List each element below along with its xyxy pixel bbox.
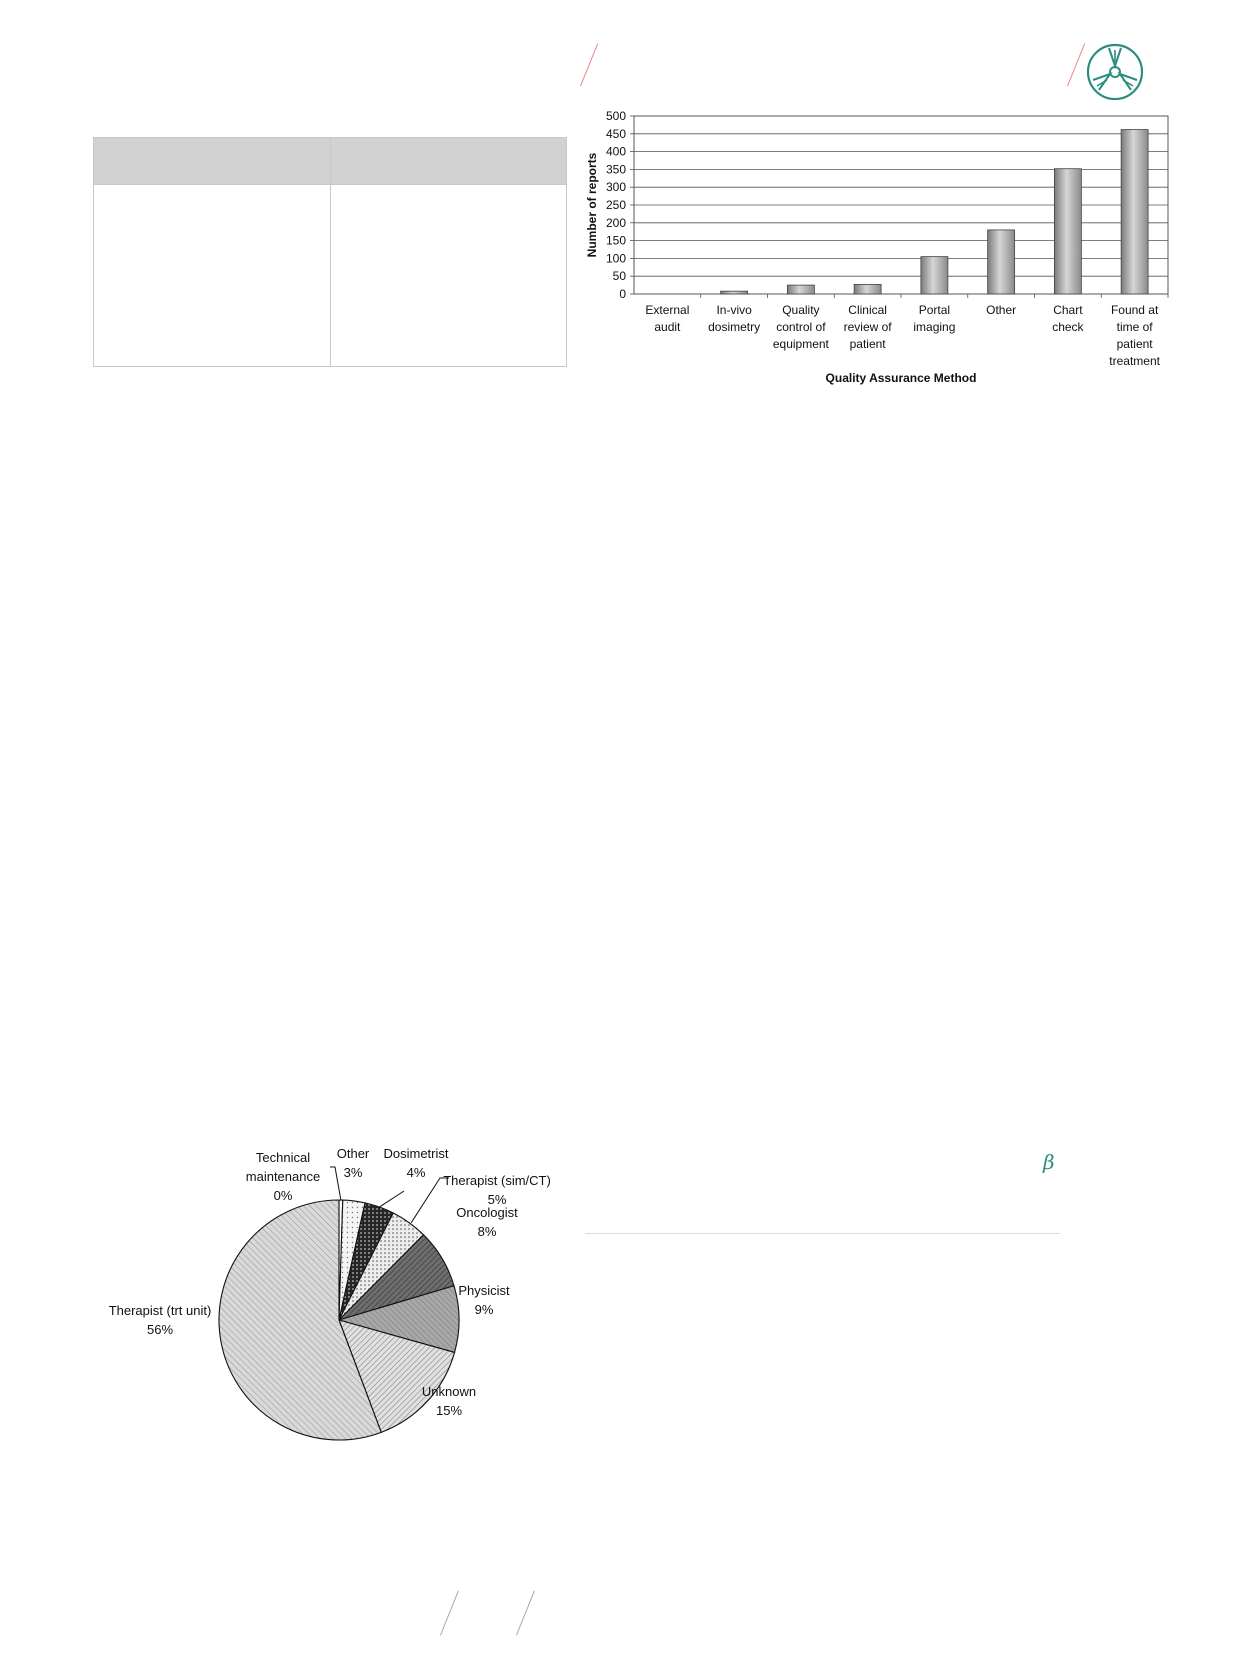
y-tick-label: 50 bbox=[612, 269, 626, 284]
pie-leader-line bbox=[330, 1167, 341, 1200]
x-tick-label: Other bbox=[986, 303, 1017, 317]
table-header-cell-1 bbox=[94, 138, 331, 185]
bar bbox=[854, 284, 881, 294]
y-axis-title: Number of reports bbox=[585, 152, 599, 258]
y-tick-label: 500 bbox=[605, 109, 626, 123]
accent-slash-top-right bbox=[1067, 43, 1085, 86]
bar bbox=[721, 291, 748, 294]
pie-pct-label: 9% bbox=[474, 1302, 494, 1317]
pie-label: Therapist (sim/CT) bbox=[443, 1173, 551, 1188]
x-tick-label: Found at bbox=[1110, 303, 1159, 317]
y-tick-label: 300 bbox=[605, 180, 626, 195]
reporter-pie-chart bbox=[95, 1146, 565, 1515]
x-axis-title: Quality Assurance Method bbox=[825, 371, 977, 385]
empty-table bbox=[93, 137, 567, 367]
accent-slash-top-center bbox=[580, 43, 598, 86]
pie-leader-line bbox=[379, 1191, 404, 1207]
x-tick-label: equipment bbox=[772, 337, 829, 351]
x-tick-label: Chart bbox=[1053, 303, 1083, 317]
x-tick-label: patient bbox=[849, 337, 886, 351]
x-tick-label: Quality bbox=[782, 303, 820, 317]
x-tick-label: treatment bbox=[1109, 354, 1160, 368]
pie-pct-label: 4% bbox=[406, 1165, 426, 1180]
pie-label: maintenance bbox=[245, 1169, 321, 1184]
pie-label: Other bbox=[336, 1146, 370, 1161]
y-tick-label: 200 bbox=[605, 215, 626, 230]
section-divider bbox=[585, 1233, 1060, 1234]
pie-pct-label: 0% bbox=[273, 1188, 293, 1203]
x-tick-label: External bbox=[645, 303, 690, 317]
table-body-cell-2 bbox=[330, 185, 567, 367]
qa-method-bar-chart bbox=[580, 108, 1180, 390]
page-slash-bottom-left bbox=[440, 1590, 459, 1635]
y-tick-label: 250 bbox=[605, 198, 626, 212]
pie-pct-label: 15% bbox=[435, 1403, 463, 1418]
radiation-logo-icon bbox=[1085, 42, 1145, 102]
x-tick-label: control of bbox=[776, 320, 826, 334]
pie-label: Therapist (trt unit) bbox=[108, 1303, 212, 1318]
pie-pct-label: 8% bbox=[477, 1224, 497, 1239]
pie-label: Physicist bbox=[458, 1283, 510, 1298]
x-tick-label: review of bbox=[843, 320, 892, 334]
x-tick-label: time of bbox=[1116, 320, 1153, 334]
x-tick-label: In-vivo bbox=[716, 303, 752, 317]
bar bbox=[1054, 169, 1081, 294]
x-tick-label: dosimetry bbox=[708, 320, 761, 334]
x-tick-label: audit bbox=[654, 320, 681, 334]
y-tick-label: 0 bbox=[619, 287, 626, 301]
pie-label: Oncologist bbox=[456, 1205, 518, 1220]
bar bbox=[988, 230, 1015, 294]
x-tick-label: check bbox=[1052, 320, 1084, 334]
y-tick-label: 400 bbox=[605, 144, 626, 159]
y-tick-label: 150 bbox=[605, 233, 626, 248]
x-tick-label: Portal bbox=[918, 303, 951, 317]
pie-label: Unknown bbox=[421, 1384, 477, 1399]
pie-label: Dosimetrist bbox=[383, 1146, 449, 1161]
x-tick-label: Clinical bbox=[848, 303, 887, 317]
y-tick-label: 450 bbox=[605, 126, 626, 141]
beta-symbol: β bbox=[1043, 1150, 1055, 1174]
pie-pct-label: 56% bbox=[146, 1322, 174, 1337]
page-slash-bottom-right bbox=[516, 1590, 535, 1635]
table-body-cell-1 bbox=[94, 185, 331, 367]
bar bbox=[787, 285, 814, 294]
y-tick-label: 350 bbox=[605, 162, 626, 177]
y-tick-label: 100 bbox=[605, 251, 626, 266]
bar bbox=[1121, 130, 1148, 294]
pie-label: Technical bbox=[255, 1150, 311, 1165]
x-tick-label: patient bbox=[1116, 337, 1153, 351]
pie-pct-label: 5% bbox=[487, 1192, 507, 1207]
pie-pct-label: 3% bbox=[343, 1165, 363, 1180]
bar bbox=[921, 257, 948, 294]
x-tick-label: imaging bbox=[913, 320, 956, 334]
table-header-cell-2 bbox=[330, 138, 567, 185]
